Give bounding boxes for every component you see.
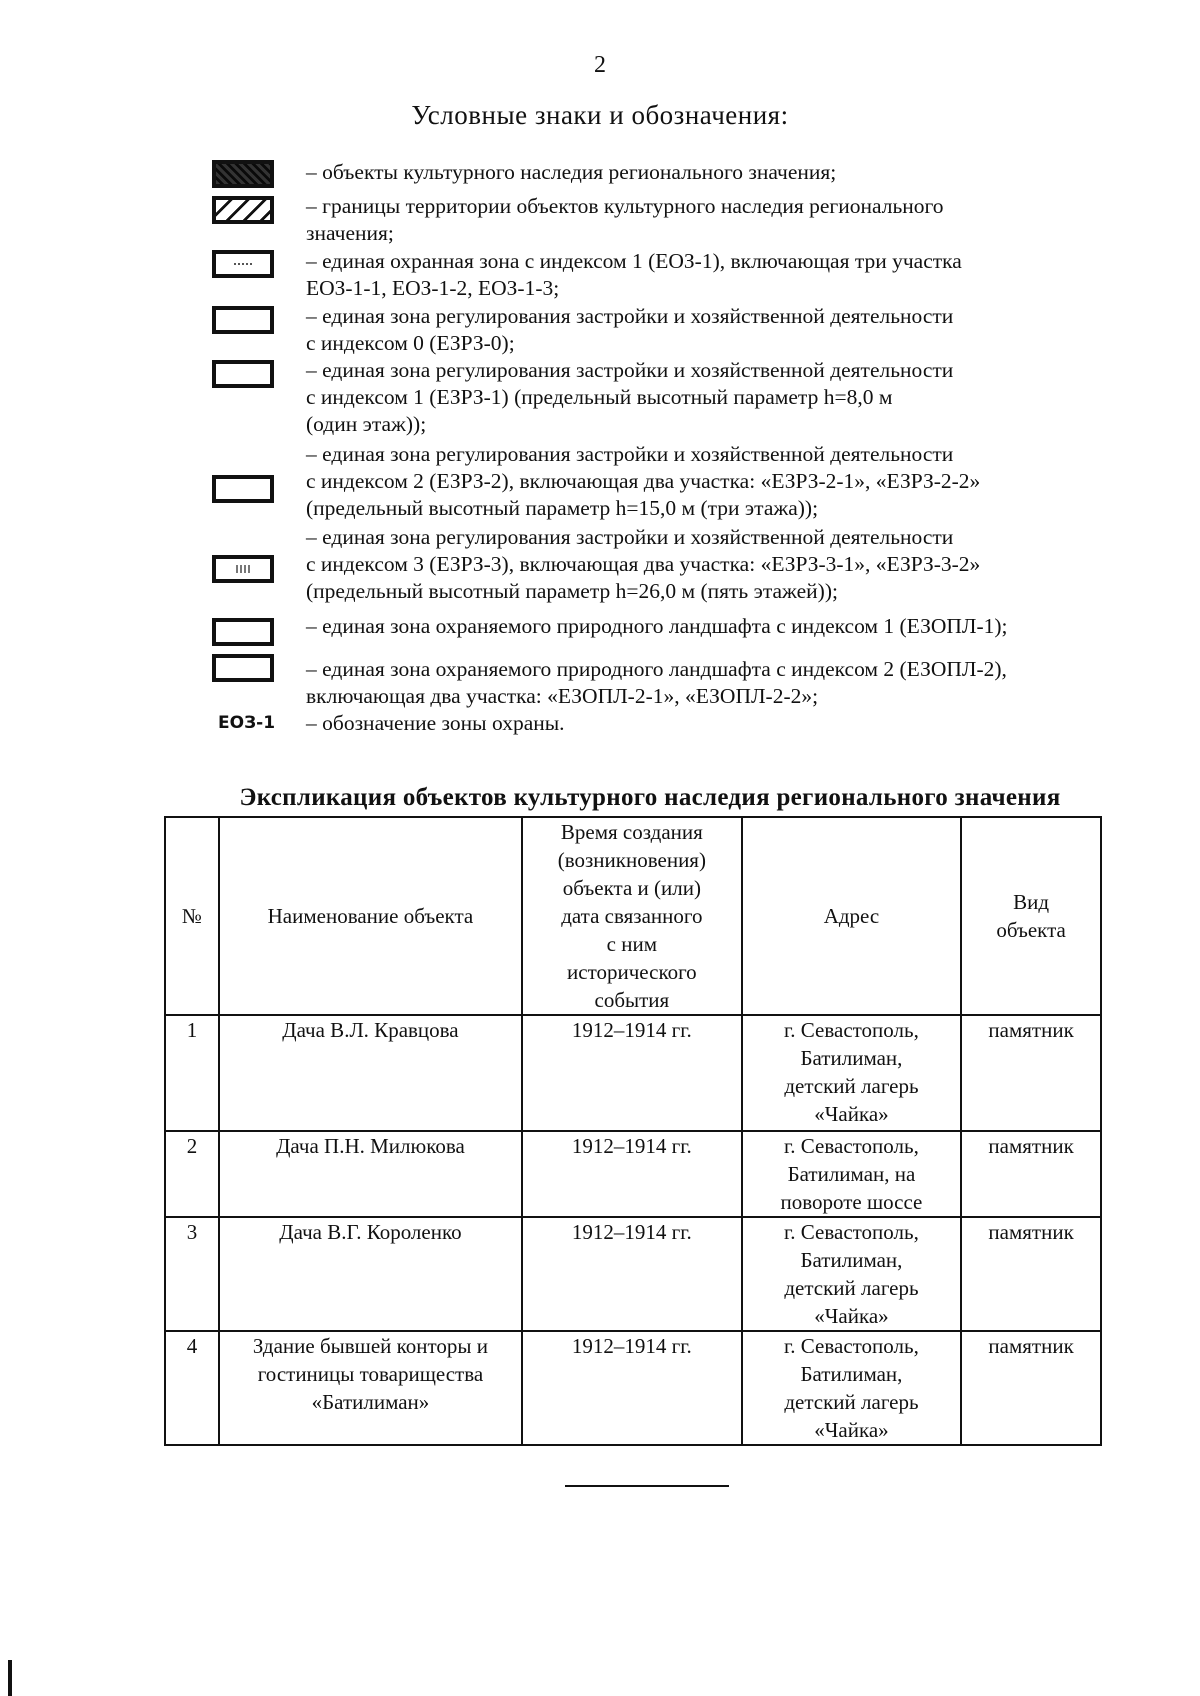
legend-item: – границы территории объектов культурного наследия регионального значения; (306, 194, 944, 245)
filled-dark-icon (212, 160, 274, 188)
cell-time: 1912–1914 гг. (522, 1217, 742, 1331)
outline-box-icon (212, 618, 274, 646)
header-address: Адрес (742, 817, 962, 1015)
cell-address: г. Севастополь, Батилиман, детский лагерь «Чайка» (742, 1015, 962, 1131)
cell-type: памятник (961, 1217, 1101, 1331)
cell-name: Здание бывшей конторы и гостиницы товарищества «Батилиман» (219, 1331, 522, 1445)
cell-address: г. Севастополь, Батилиман, детский лагерь «Чайка» (742, 1331, 962, 1445)
cell-name: Дача П.Н. Милюкова (219, 1131, 522, 1217)
page-number: 2 (594, 52, 606, 78)
zone-code-label: ЕОЗ-1 (218, 713, 276, 733)
cell-type: памятник (961, 1015, 1101, 1131)
cell-time: 1912–1914 гг. (522, 1015, 742, 1131)
cell-type: памятник (961, 1131, 1101, 1217)
scan-artifact (8, 1660, 12, 1696)
cell-address: г. Севастополь, Батилиман, на повороте шоссе (742, 1131, 962, 1217)
legend-item: – единая зона регулирования застройки и хозяйственной деятельности с индексом 0 (ЕЗРЗ-0); (306, 304, 954, 355)
cell-name: Дача В.Г. Короленко (219, 1217, 522, 1331)
legend-item: – обозначение зоны охраны. (306, 711, 565, 735)
outline-box-icon (212, 360, 274, 388)
table-row (165, 1331, 1101, 1445)
legend-title: Условные знаки и обозначения: (411, 100, 789, 130)
legend-item: – единая охранная зона с индексом 1 (ЕОЗ-1), включающая три участка ЕОЗ-1-1, ЕОЗ-1-2, ЕОЗ-1-3; (306, 249, 962, 300)
signature-divider (565, 1485, 729, 1487)
header-num: № (165, 817, 219, 1015)
table-row (165, 1217, 1101, 1331)
cell-num: 4 (165, 1331, 219, 1445)
explication-table (164, 816, 1102, 1446)
table-header-row (165, 817, 1101, 1015)
cell-address: г. Севастополь, Батилиман, детский лагерь «Чайка» (742, 1217, 962, 1331)
legend-item: – единая зона охраняемого природного ландшафта с индексом 1 (ЕЗОПЛ-1); (306, 614, 1008, 638)
cell-type: памятник (961, 1331, 1101, 1445)
textured-box-icon (212, 555, 274, 583)
cell-num: 1 (165, 1015, 219, 1131)
legend-item: – единая зона охраняемого природного ландшафта с индексом 2 (ЕЗОПЛ-2), включающая два участка: «ЕЗОПЛ-2-1», «ЕЗОПЛ-2-2»; (306, 657, 1007, 708)
header-name: Наименование объекта (219, 817, 522, 1015)
cell-num: 3 (165, 1217, 219, 1331)
outline-box-icon (212, 654, 274, 682)
legend-item: – единая зона регулирования застройки и хозяйственной деятельности с индексом 2 (ЕЗРЗ-2), включающая два участка: «ЕЗРЗ-2-1», «ЕЗРЗ-2-2» (предельный высотный параметр h=15,0 м (три этажа)); (306, 442, 981, 520)
cell-num: 2 (165, 1131, 219, 1217)
legend-item: – объекты культурного наследия регионального значения; (306, 160, 837, 184)
cell-name: Дача В.Л. Кравцова (219, 1015, 522, 1131)
dotted-box-icon (212, 250, 274, 278)
outline-box-icon (212, 475, 274, 503)
table-row (165, 1131, 1101, 1217)
legend-item: – единая зона регулирования застройки и хозяйственной деятельности с индексом 3 (ЕЗРЗ-3), включающая два участка: «ЕЗРЗ-3-1», «ЕЗРЗ-3-2» (предельный высотный параметр h=26,0 м (пять этажей)); (306, 525, 981, 603)
header-time: Время создания (возникновения) объекта и (или) дата связанного с ним исторического события (522, 817, 742, 1015)
hatched-box-icon (212, 196, 274, 224)
cell-time: 1912–1914 гг. (522, 1131, 742, 1217)
table-row (165, 1015, 1101, 1131)
table-title: Экспликация объектов культурного наследия регионального значения (239, 784, 1061, 811)
legend-item: – единая зона регулирования застройки и хозяйственной деятельности с индексом 1 (ЕЗРЗ-1) (предельный высотный параметр h=8,0 м (один этаж)); (306, 358, 954, 436)
cell-time: 1912–1914 гг. (522, 1331, 742, 1445)
header-type: Вид объекта (961, 817, 1101, 1015)
outline-box-icon (212, 306, 274, 334)
